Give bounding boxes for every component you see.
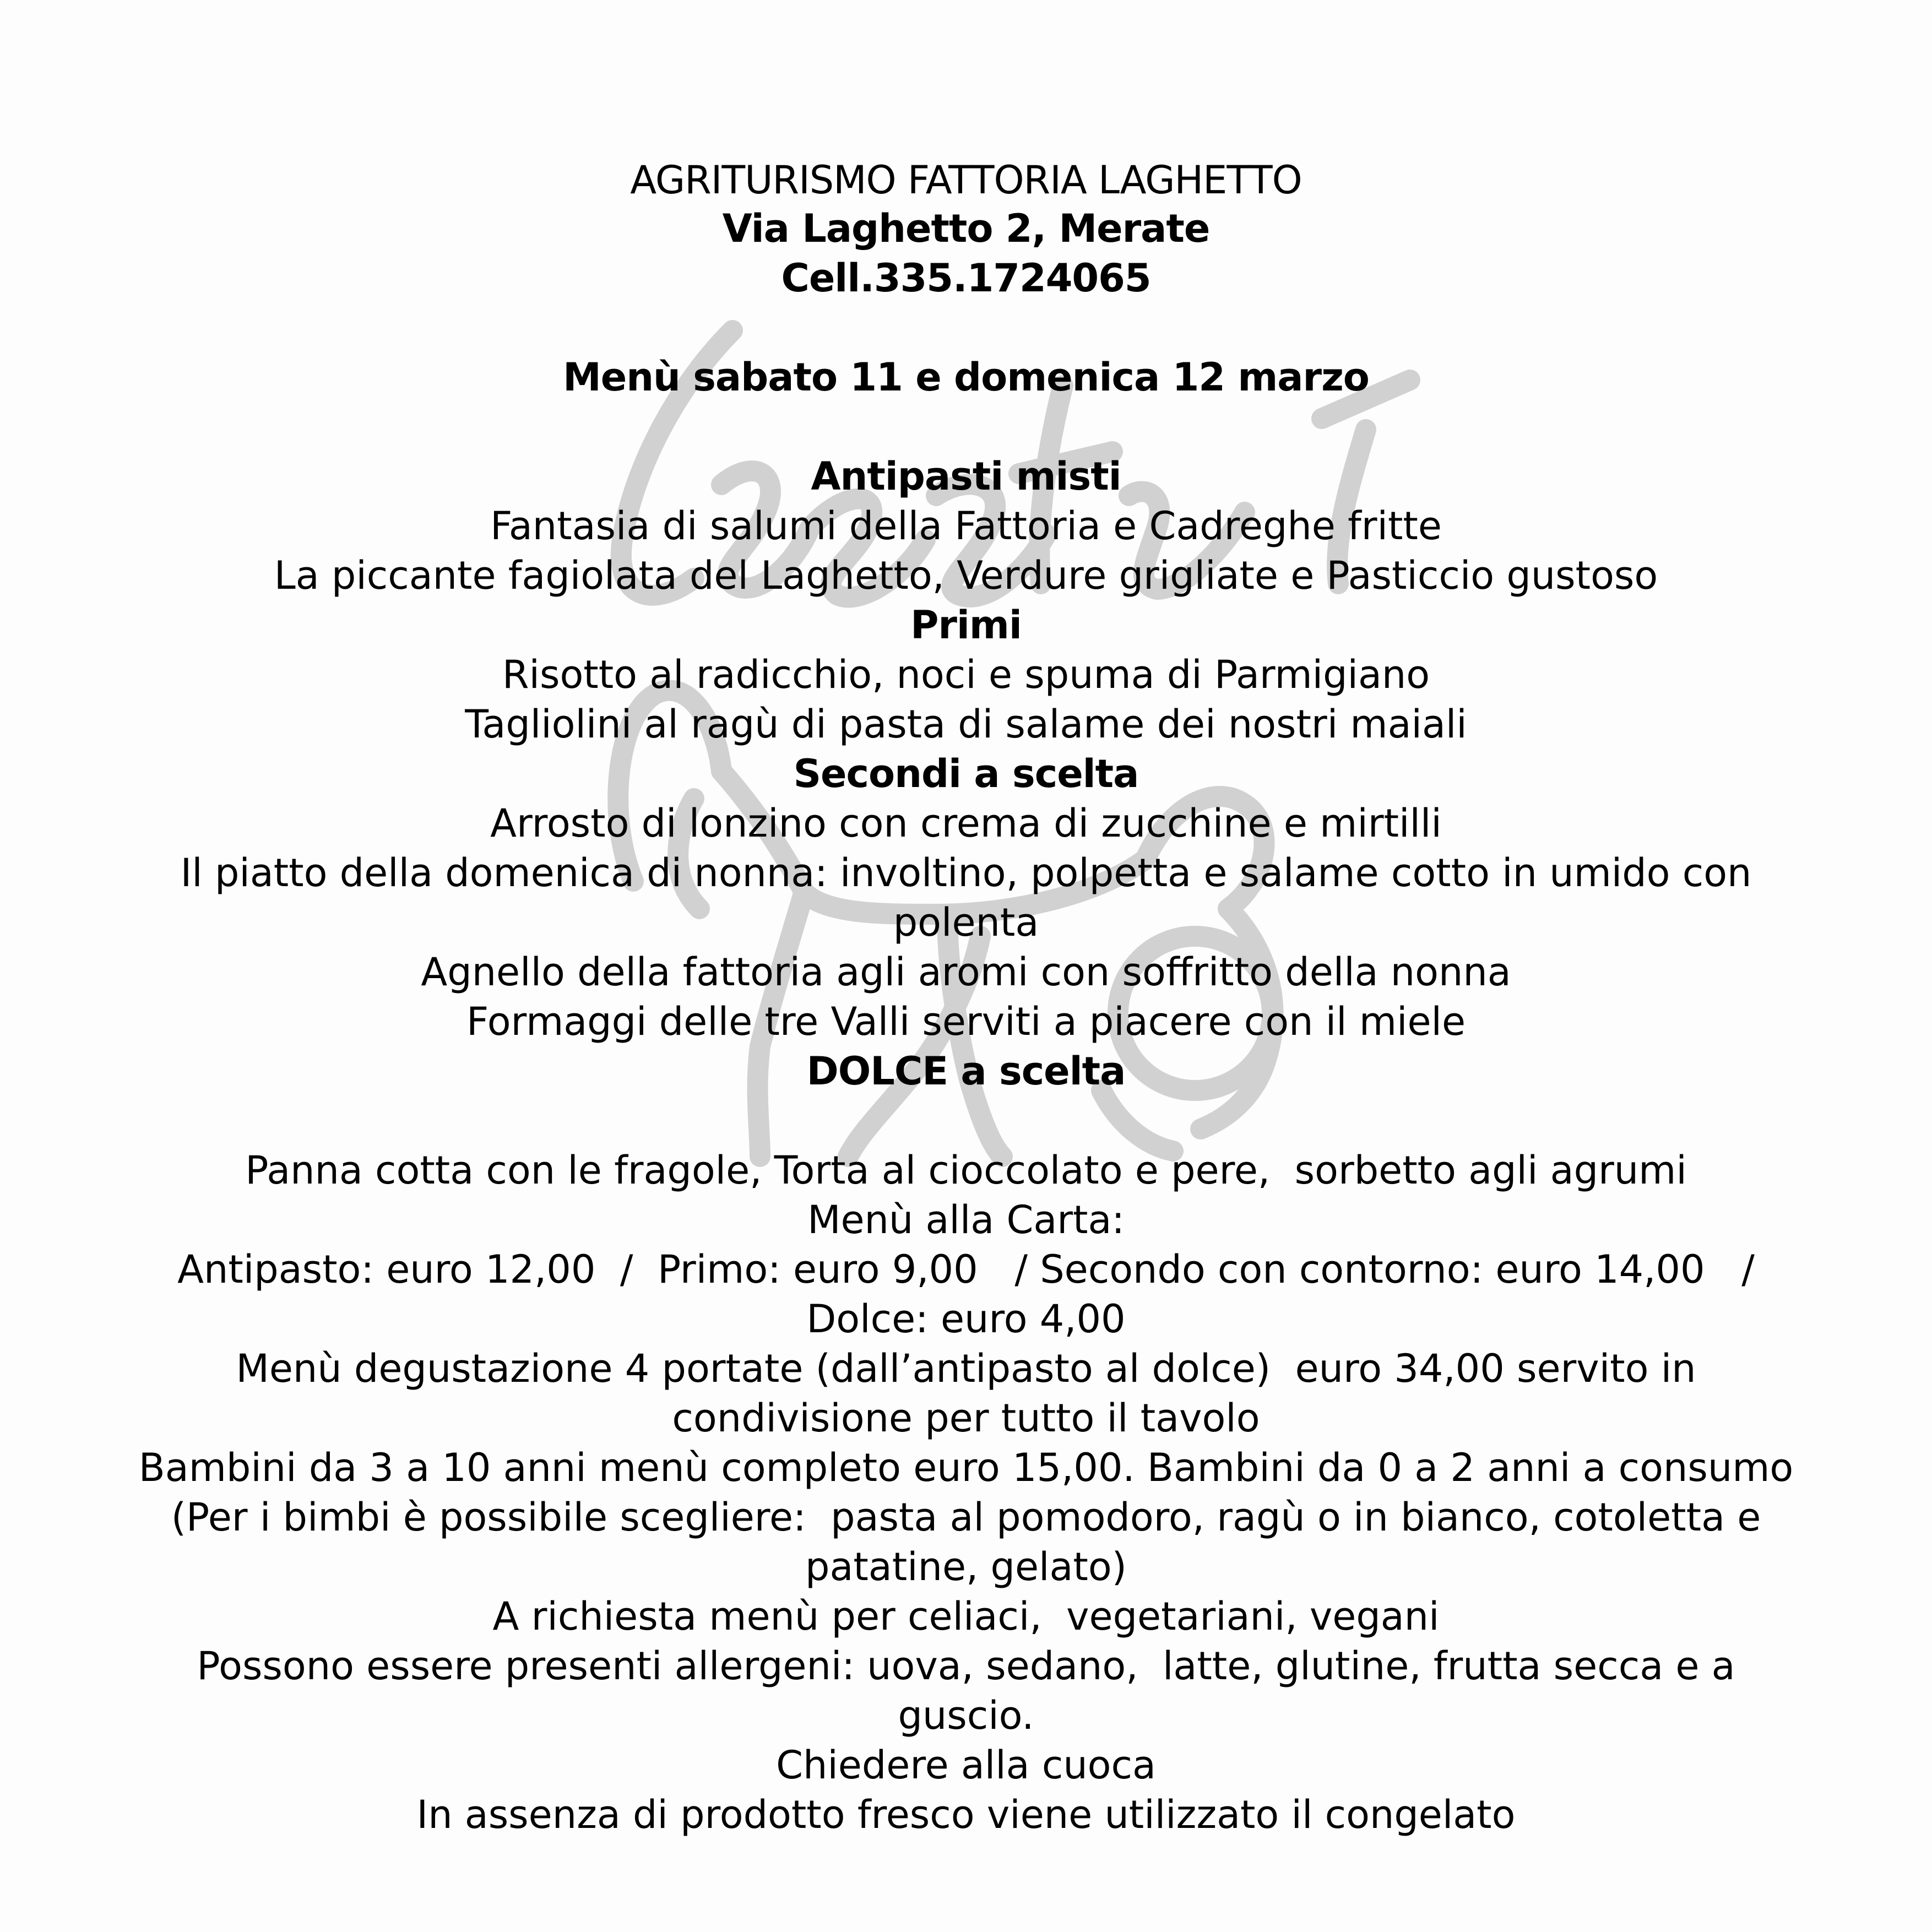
menu-item: polenta — [893, 900, 1039, 945]
note-line: A richiesta menù per celiaci, vegetariani, vegani — [492, 1594, 1440, 1639]
menu-item: Il piatto della domenica di nonna: involtino, polpetta e salame cotto in umido con — [180, 850, 1752, 896]
business-phone: Cell.335.1724065 — [781, 256, 1151, 301]
note-line: Possono essere presenti allergeni: uova, sedano, latte, glutine, frutta secca e a — [197, 1643, 1735, 1689]
menu-title: Menù sabato 11 e domenica 12 marzo — [563, 355, 1369, 400]
a-la-carte-prices: Antipasto: euro 12,00 / Primo: euro 9,00 / Secondo con contorno: euro 14,00 / — [177, 1247, 1755, 1292]
menu-item: Fantasia di salumi della Fattoria e Cadreghe fritte — [490, 503, 1442, 549]
note-line: In assenza di prodotto fresco viene utilizzato il congelato — [416, 1792, 1516, 1837]
business-address: Via Laghetto 2, Merate — [722, 206, 1210, 251]
menu-item: Formaggi delle tre Valli serviti a piacere con il miele — [466, 999, 1466, 1044]
section-title-secondi: Secondi a scelta — [793, 751, 1139, 796]
note-line: Menù degustazione 4 portate (dall’antipasto al dolce) euro 34,00 servito in — [236, 1346, 1696, 1391]
menu-item: Agnello della fattoria agli aromi con soffritto della nonna — [421, 949, 1511, 995]
section-title-dolce: DOLCE a scelta — [806, 1049, 1126, 1094]
menu-item: Panna cotta con le fragole, Torta al cioccolato e pere, sorbetto agli agrumi — [245, 1148, 1687, 1193]
business-name: AGRITURISMO FATTORIA LAGHETTO — [630, 158, 1302, 203]
menu-item: Tagliolini al ragù di pasta di salame dei nostri maiali — [465, 702, 1467, 747]
note-line: (Per i bimbi è possibile scegliere: pasta al pomodoro, ragù o in bianco, cotoletta e — [171, 1495, 1761, 1540]
section-title-primi: Primi — [910, 603, 1022, 648]
a-la-carte-prices-cont: Dolce: euro 4,00 — [806, 1296, 1126, 1342]
note-line: guscio. — [898, 1693, 1034, 1738]
a-la-carte-title: Menù alla Carta: — [807, 1197, 1125, 1242]
section-title-antipasti: Antipasti misti — [811, 454, 1121, 499]
note-line: Bambini da 3 a 10 anni menù completo euro 15,00. Bambini da 0 a 2 anni a consumo — [138, 1445, 1794, 1490]
menu-item: Risotto al radicchio, noci e spuma di Parmigiano — [502, 652, 1430, 697]
note-line: condivisione per tutto il tavolo — [672, 1396, 1260, 1441]
note-line: Chiedere alla cuoca — [776, 1743, 1156, 1788]
menu-item: Arrosto di lonzino con crema di zucchine e mirtilli — [490, 801, 1442, 846]
note-line: patatine, gelato) — [805, 1544, 1127, 1589]
menu-item: La piccante fagiolata del Laghetto, Verdure grigliate e Pasticcio gustoso — [274, 553, 1658, 598]
